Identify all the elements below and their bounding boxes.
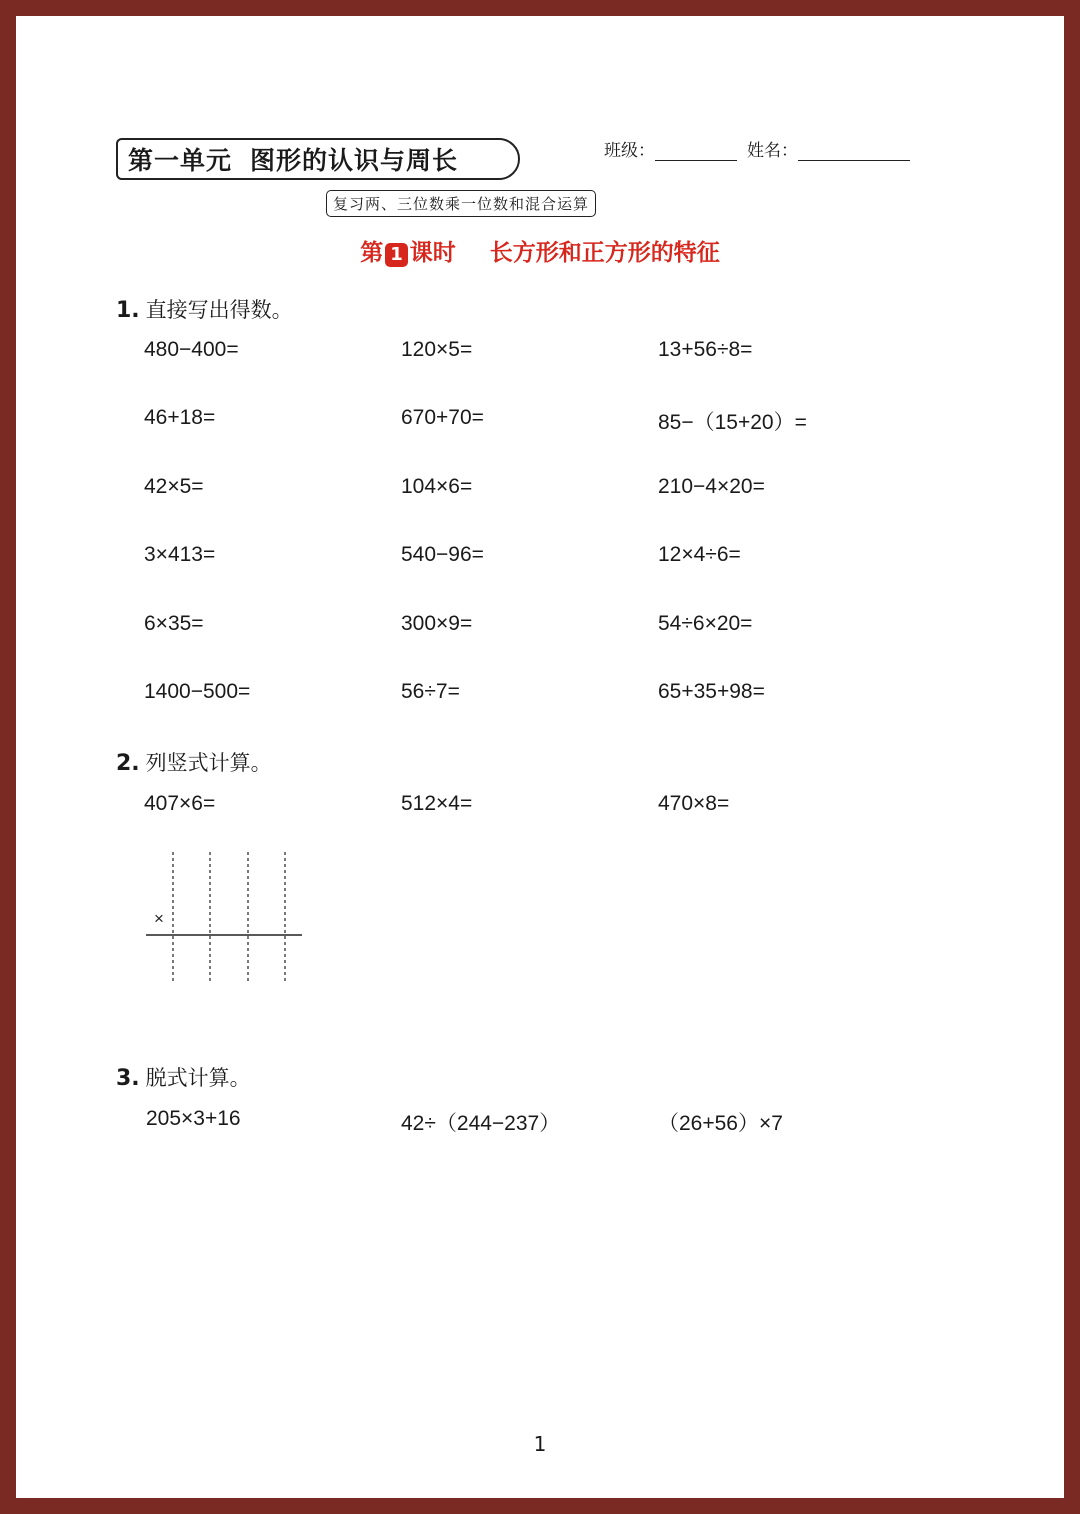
- problem: 300×9=: [401, 612, 473, 635]
- problem: 470×8=: [658, 792, 730, 815]
- unit-number: 第一单元: [128, 146, 233, 175]
- problem: 670+70=: [401, 406, 484, 429]
- lesson-title: [16, 234, 1064, 267]
- section-1-number: 1.: [116, 298, 140, 323]
- problem: 120×5=: [401, 338, 473, 361]
- section-1-title: [116, 294, 293, 324]
- problem: 1400−500=: [144, 680, 251, 703]
- problem: 480−400=: [144, 338, 239, 361]
- problem: 205×3+16: [146, 1107, 241, 1130]
- problem: （26+56）×7: [658, 1112, 783, 1135]
- page-number: 1: [533, 1432, 547, 1456]
- problem: 85−（15+20）=: [658, 411, 807, 434]
- section-3-title: [116, 1062, 251, 1092]
- problem: 54÷6×20=: [658, 612, 753, 635]
- problem: 46+18=: [144, 406, 216, 429]
- section-2-text: 列竖式计算。: [145, 751, 272, 775]
- problem: 42×5=: [144, 475, 204, 498]
- problem: 65+35+98=: [658, 680, 765, 703]
- problem: 512×4=: [401, 792, 473, 815]
- problem: 407×6=: [144, 792, 216, 815]
- section-3-number: 3.: [116, 1066, 140, 1091]
- section-3-text: 脱式计算。: [145, 1066, 251, 1090]
- lesson-suffix: 课时: [409, 240, 456, 266]
- problem: 42÷（244−237）: [401, 1112, 561, 1135]
- lesson-number-badge: 1: [385, 243, 408, 267]
- lesson-prefix: 第: [360, 240, 384, 266]
- unit-heading: [116, 138, 520, 180]
- section-1-text: 直接写出得数。: [145, 298, 293, 322]
- worksheet-page: [16, 16, 1064, 1498]
- problem: 210−4×20=: [658, 475, 765, 498]
- problem: 56÷7=: [401, 680, 460, 703]
- section-2-number: 2.: [116, 751, 140, 776]
- lesson-name: 长方形和正方形的特征: [489, 240, 720, 266]
- class-name-fields: [604, 136, 910, 161]
- name-blank[interactable]: [798, 138, 910, 161]
- review-tag: 复习两、三位数乘一位数和混合运算: [326, 190, 596, 217]
- problem: 13+56÷8=: [658, 338, 753, 361]
- problem: 540−96=: [401, 543, 484, 566]
- unit-name: 图形的认识与周长: [250, 146, 459, 175]
- class-label: 班级：: [604, 141, 655, 161]
- name-label: 姓名：: [747, 141, 798, 161]
- section-2-title: [116, 747, 272, 777]
- multiply-sign: ×: [154, 909, 164, 928]
- class-blank[interactable]: [655, 138, 737, 161]
- problem: 6×35=: [144, 612, 204, 635]
- problem: 12×4÷6=: [658, 543, 741, 566]
- problem: 104×6=: [401, 475, 473, 498]
- vertical-calculation-grid: [144, 850, 304, 984]
- problem: 3×413=: [144, 543, 216, 566]
